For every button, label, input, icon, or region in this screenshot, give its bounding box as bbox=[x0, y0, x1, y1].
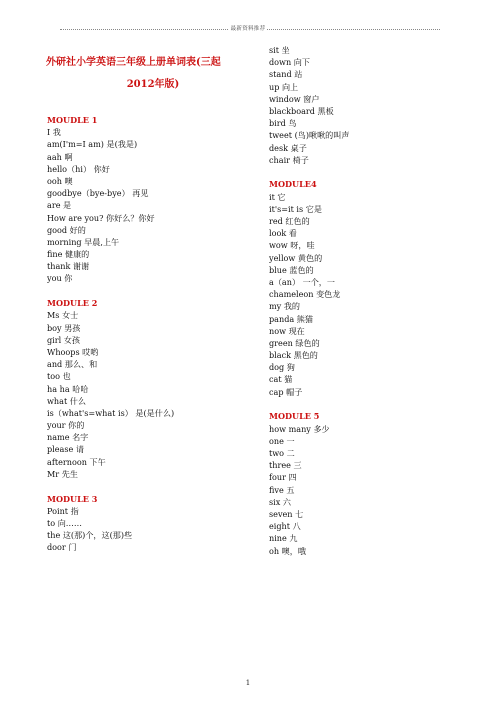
word-entry: green 绿色的 bbox=[269, 337, 320, 348]
word-entry: two 二 bbox=[269, 448, 295, 458]
word-entry: desk 桌子 bbox=[269, 142, 307, 153]
word-entry: afternoon 下午 bbox=[47, 456, 106, 467]
spacer bbox=[269, 398, 469, 411]
spacer bbox=[269, 166, 469, 179]
right-word-column bbox=[269, 44, 469, 557]
word-entry: what 什么 bbox=[47, 395, 86, 406]
word-entry: look 看 bbox=[269, 228, 297, 239]
spacer bbox=[47, 480, 247, 493]
word-entry: down 向下 bbox=[269, 57, 310, 68]
word-entry: black 黑色的 bbox=[269, 350, 318, 361]
word-entry: Whoops 哎哟 bbox=[47, 346, 99, 357]
word-entry: five 五 bbox=[269, 484, 295, 495]
word-entry: my 我的 bbox=[269, 301, 301, 312]
module-heading: MODULE 2 bbox=[47, 298, 98, 309]
spacer bbox=[47, 285, 247, 298]
word-entry: are 是 bbox=[47, 200, 72, 211]
word-entry: thank 谢谢 bbox=[47, 261, 90, 272]
word-entry: three 三 bbox=[269, 460, 302, 471]
title-line-2: 2012年版) bbox=[126, 79, 180, 90]
word-entry: to 向…… bbox=[47, 518, 82, 528]
word-entry: aah 啊 bbox=[47, 151, 73, 162]
module-heading: MODULE 5 bbox=[269, 411, 320, 422]
word-entry: morning 早晨,上午 bbox=[47, 236, 120, 247]
word-entry: Point 指 bbox=[47, 505, 79, 516]
word-entry: stand 站 bbox=[269, 69, 303, 80]
word-entry: how many 多少 bbox=[269, 423, 330, 434]
word-entry: door 门 bbox=[47, 542, 77, 553]
word-entry: fine 健康的 bbox=[47, 249, 90, 260]
word-entry: ooh 噢 bbox=[47, 175, 73, 186]
word-entry: cat 猫 bbox=[269, 374, 293, 385]
word-entry: How are you? 你好么？你好 bbox=[47, 212, 155, 223]
word-entry: eight 八 bbox=[269, 521, 301, 532]
word-entry: it 它 bbox=[269, 191, 286, 202]
module-heading: MODULE4 bbox=[269, 179, 317, 190]
word-entry: window 窗户 bbox=[269, 93, 320, 104]
word-entry: sit 坐 bbox=[269, 45, 290, 55]
word-entry: six 六 bbox=[269, 496, 291, 507]
word-entry: up 向上 bbox=[269, 81, 299, 92]
word-entry: yellow 黄色的 bbox=[269, 252, 323, 263]
word-entry: boy 男孩 bbox=[47, 322, 81, 333]
page-number: 1 bbox=[245, 679, 251, 687]
word-entry: you 你 bbox=[47, 273, 73, 284]
word-entry: now 现在 bbox=[269, 325, 305, 336]
word-entry: is（what's=what is） 是(是什么) bbox=[47, 407, 175, 418]
left-word-column bbox=[47, 114, 247, 554]
word-entry: wow 呀，哇 bbox=[269, 240, 315, 251]
word-entry: nine 九 bbox=[269, 533, 298, 544]
word-entry: am(I'm=I am) 是(我是) bbox=[47, 139, 138, 150]
word-entry: red 红色的 bbox=[269, 216, 310, 227]
word-entry: panda 熊猫 bbox=[269, 313, 313, 324]
word-entry: bird 鸟 bbox=[269, 118, 297, 129]
word-entry: and 那么、和 bbox=[47, 359, 98, 370]
word-entry: I 我 bbox=[47, 127, 61, 138]
word-entry: four 四 bbox=[269, 472, 297, 483]
word-entry: seven 七 bbox=[269, 508, 304, 519]
word-entry: chair 椅子 bbox=[269, 154, 309, 165]
word-entry: goodbye（bye-bye） 再见 bbox=[47, 188, 149, 199]
word-entry: your 你的 bbox=[47, 420, 85, 431]
word-entry: cap 帽子 bbox=[269, 386, 303, 397]
word-entry: Ms 女士 bbox=[47, 310, 79, 321]
word-entry: hello（hi） 你好 bbox=[47, 163, 110, 174]
word-entry: dog 狗 bbox=[269, 362, 295, 373]
module-heading: MOUDLE 1 bbox=[47, 115, 98, 125]
page-header: 最新资料推荐 bbox=[230, 26, 266, 32]
word-entry: girl 女孩 bbox=[47, 334, 80, 345]
document-title bbox=[46, 52, 260, 96]
word-entry: please 请 bbox=[47, 444, 84, 455]
word-entry: name 名字 bbox=[47, 432, 89, 443]
word-entry: blackboard 黑板 bbox=[269, 105, 334, 116]
word-entry: good 好的 bbox=[47, 224, 86, 235]
word-entry: it's=it is 它是 bbox=[269, 203, 322, 214]
word-entry: a（an） 一个，一 bbox=[269, 276, 335, 287]
module-heading: MODULE 3 bbox=[47, 493, 98, 504]
word-entry: ha ha 哈哈 bbox=[47, 383, 89, 394]
word-entry: one 一 bbox=[269, 435, 295, 446]
word-entry: tweet (鸟)啾啾的叫声 bbox=[269, 130, 350, 141]
title-line-1: 外研社小学英语三年级上册单词表(三起 bbox=[46, 57, 221, 68]
word-entry: the 这(那)个，这(那)些 bbox=[47, 530, 133, 541]
word-entry: too 也 bbox=[47, 371, 71, 382]
word-entry: oh 噢，哦 bbox=[269, 545, 306, 556]
word-entry: Mr 先生 bbox=[47, 468, 78, 479]
word-entry: chameleon 变色龙 bbox=[269, 289, 341, 300]
word-entry: blue 蓝色的 bbox=[269, 264, 314, 275]
